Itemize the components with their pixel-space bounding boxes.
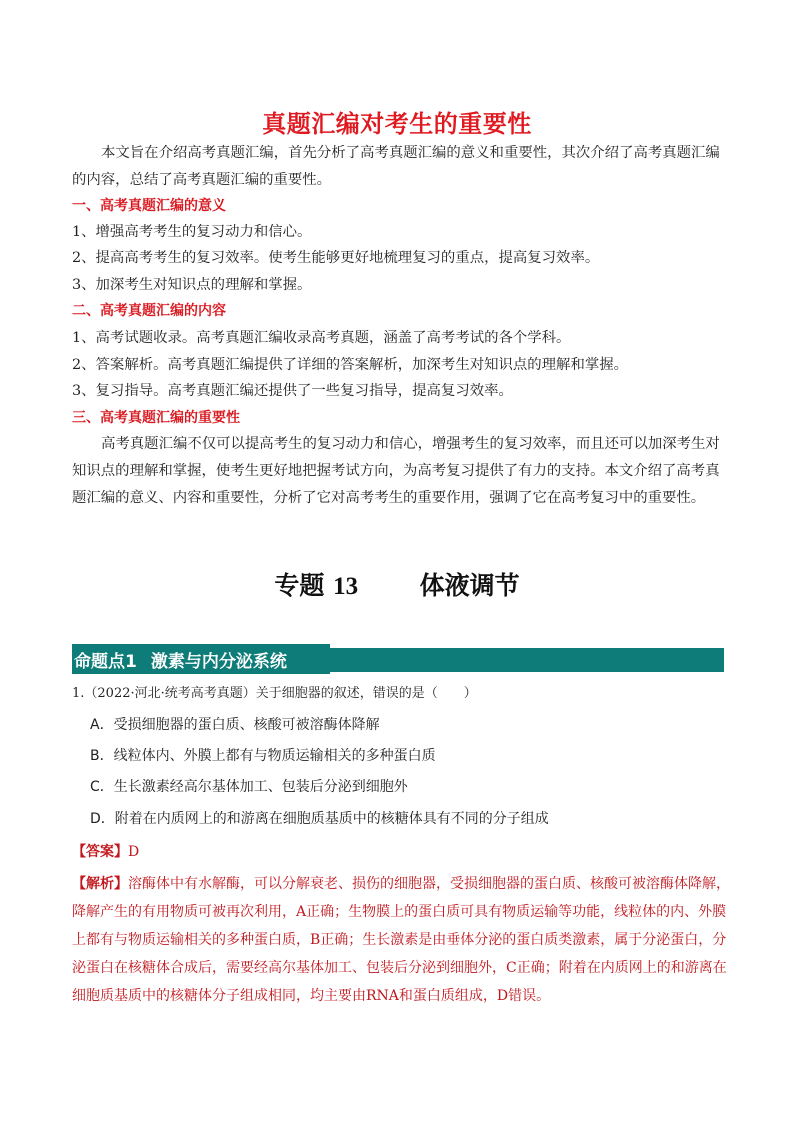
answer-line: [72, 842, 139, 862]
point-label: [74, 647, 287, 672]
section-heading-3: 三、高考真题汇编的重要性: [72, 410, 240, 426]
topic-name: 体液调节: [419, 571, 520, 600]
point-name: 激素与内分泌系统: [150, 652, 287, 672]
section3-body: 高考真题汇编不仅可以提高考生的复习动力和信心，增强考生的复习效率，而且还可以加深考生对知识点的理解和掌握，使考生更好地把握考试方向，为高考复习提供了有力的支持。本文介绍了高考真题汇编的意义、内容和重要性，分析了它对高考考生的重要作用，强调了它在高考复习中的重要性。: [72, 436, 720, 506]
question-stem: 1.（2022·河北·统考高考真题）关于细胞器的叙述，错误的是（ ）: [72, 686, 477, 701]
explanation: [72, 870, 732, 1010]
answer-value: D: [128, 844, 140, 860]
option-b: B．线粒体内、外膜上都有与物质运输相关的多种蛋白质: [90, 748, 436, 764]
point-label-text: 命题点: [74, 652, 125, 672]
answer-tag: 【答案】: [72, 844, 128, 860]
topic-heading: [0, 566, 794, 602]
point-band: [72, 644, 724, 674]
section1-item-2: 2、提高高考考生的复习效率。使考生能够更好地梳理复习的重点，提高复习效率。: [72, 250, 600, 266]
option-a: A．受损细胞器的蛋白质、核酸可被溶酶体降解: [90, 717, 380, 733]
explanation-text: 溶酶体中有水解酶，可以分解衰老、损伤的细胞器，受损细胞器的蛋白质、核酸可被溶酶体降解，降解产生的有用物质可被再次利用，A正确；生物膜上的蛋白质可具有物质运输等功能，线粒体的内、外膜上都有与物质运输相关的多种蛋白质，B正确；生长激素是由垂体分泌的蛋白质类激素，属于分泌蛋白，分泌蛋白在核糖体合成后，需要经高尔基体加工、包装后分泌到细胞外，C正确；附着在内质网上的和游离在细胞质基质中的核糖体分子组成相同，均主要由RNA和蛋白质组成，D错误。: [72, 876, 730, 1004]
point-number: 1: [125, 652, 137, 672]
topic-number: 13: [333, 573, 359, 600]
page-title: 真题汇编对考生的重要性: [262, 110, 532, 138]
explanation-tag: 【解析】: [72, 876, 128, 892]
option-d: D．附着在内质网上的和游离在细胞质基质中的核糖体具有不同的分子组成: [90, 811, 549, 827]
intro-paragraph: 本文旨在介绍高考真题汇编，首先分析了高考真题汇编的意义和重要性，其次介绍了高考真题汇编的内容，总结了高考真题汇编的重要性。: [72, 145, 720, 188]
section-heading-2: 二、高考真题汇编的内容: [72, 303, 226, 319]
option-c: C．生长激素经高尔基体加工、包装后分泌到细胞外: [90, 779, 408, 795]
section-heading-1: 一、高考真题汇编的意义: [72, 198, 226, 214]
section1-item-1: 1、增强高考考生的复习动力和信心。: [72, 224, 312, 240]
section2-item-2: 2、答案解析。高考真题汇编提供了详细的答案解析，加深考生对知识点的理解和掌握。: [72, 357, 629, 373]
topic-prefix: 专题: [274, 571, 325, 600]
section2-item-1: 1、高考试题收录。高考真题汇编收录高考真题，涵盖了高考考试的各个学科。: [72, 330, 571, 346]
section1-item-3: 3、加深考生对知识点的理解和掌握。: [72, 277, 312, 293]
section2-item-3: 3、复习指导。高考真题汇编还提供了一些复习指导，提高复习效率。: [72, 383, 513, 399]
